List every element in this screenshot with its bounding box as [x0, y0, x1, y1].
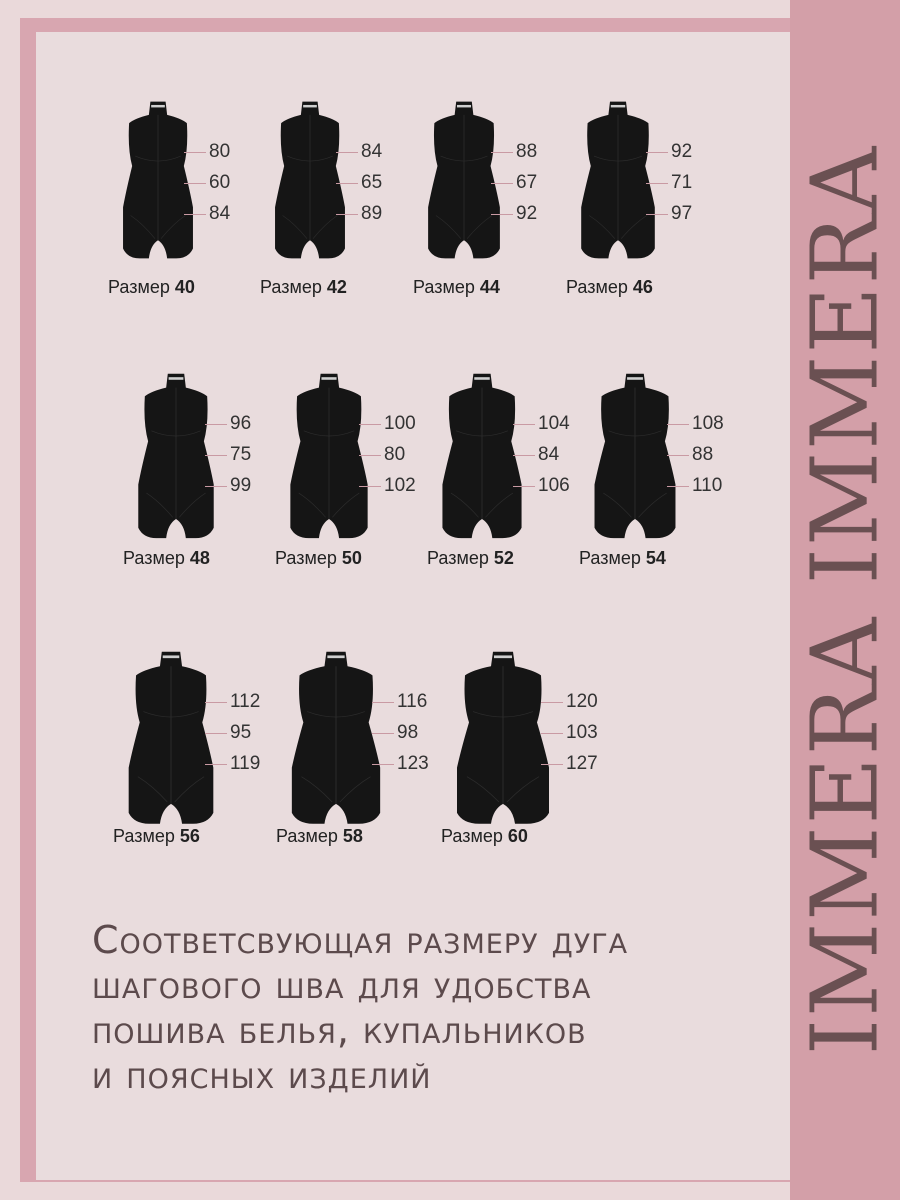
measurement-tick [205, 764, 227, 765]
size-card [441, 650, 598, 850]
measurement-tick [513, 486, 535, 487]
measurement-value: 102 [384, 475, 416, 496]
size-label [566, 277, 653, 298]
measurement-tick [646, 183, 668, 184]
measurement-value: 84 [361, 141, 383, 162]
size-number: 48 [189, 548, 210, 568]
size-card [581, 372, 731, 572]
measurement-tick [491, 214, 513, 215]
size-card [278, 650, 428, 850]
caption-line: Соответсвующая размеру дуга [92, 918, 629, 962]
measurement-tick [667, 455, 689, 456]
size-label [113, 826, 200, 847]
measurement-value: 65 [361, 172, 383, 193]
size-label-prefix: Размер [413, 277, 480, 297]
measurement-value: 127 [566, 753, 598, 774]
size-label [579, 548, 666, 569]
size-number: 54 [645, 548, 666, 568]
measurement-value: 75 [230, 444, 252, 465]
size-label [413, 277, 500, 298]
size-label [275, 548, 362, 569]
measurement-value: 116 [397, 691, 428, 712]
measurement-value: 120 [566, 691, 598, 712]
measurement-value: 95 [230, 722, 252, 743]
mannequin-image [591, 372, 679, 545]
measurement-tick [336, 214, 358, 215]
measurement-tick [372, 702, 394, 703]
measurement-tick [491, 183, 513, 184]
measurement-tick [184, 152, 206, 153]
size-label-prefix: Размер [566, 277, 633, 297]
measurement-tick [205, 455, 227, 456]
caption-line: и поясных изделий [92, 1053, 432, 1097]
measurement-tick [541, 702, 563, 703]
measurement-value: 112 [230, 691, 261, 712]
measurement-tick [646, 214, 668, 215]
measurement-value: 98 [397, 722, 419, 743]
size-number: 58 [342, 826, 363, 846]
measurement-value: 88 [516, 141, 538, 162]
measurement-value: 103 [566, 722, 598, 743]
size-label-prefix: Размер [579, 548, 646, 568]
size-card [415, 100, 565, 300]
measurement-value: 88 [692, 444, 714, 465]
size-card [262, 100, 412, 300]
size-label-prefix: Размер [260, 277, 327, 297]
brand-wordmark: IMMERA IMMERA [791, 144, 899, 1056]
size-label [260, 277, 347, 298]
size-label-prefix: Размер [123, 548, 190, 568]
size-card [277, 372, 427, 572]
measurement-value: 110 [692, 475, 723, 496]
measurement-tick [372, 764, 394, 765]
size-label-prefix: Размер [113, 826, 180, 846]
mannequin-image [135, 372, 217, 545]
measurement-tick [184, 214, 206, 215]
measurement-tick [667, 424, 689, 425]
measurement-tick [491, 152, 513, 153]
size-label-prefix: Размер [108, 277, 175, 297]
measurement-tick [205, 733, 227, 734]
size-card [110, 100, 260, 300]
measurement-tick [184, 183, 206, 184]
size-number: 44 [479, 277, 500, 297]
caption-line: шагового шва для удобства [92, 963, 592, 1007]
size-number: 46 [632, 277, 653, 297]
measurement-tick [359, 424, 381, 425]
measurement-tick [372, 733, 394, 734]
measurement-value: 89 [361, 203, 383, 224]
measurement-tick [513, 455, 535, 456]
size-label-prefix: Размер [276, 826, 343, 846]
size-number: 42 [326, 277, 347, 297]
measurement-tick [205, 424, 227, 425]
size-number: 50 [341, 548, 362, 568]
caption-text [92, 918, 732, 1098]
measurement-value: 97 [671, 203, 693, 224]
size-label [108, 277, 195, 298]
measurement-value: 99 [230, 475, 252, 496]
measurement-value: 108 [692, 413, 724, 434]
measurement-tick [359, 455, 381, 456]
mannequin-image [453, 650, 553, 831]
size-card [429, 372, 579, 572]
size-card [115, 650, 265, 850]
measurement-value: 84 [209, 203, 231, 224]
size-number: 52 [493, 548, 514, 568]
measurement-value: 106 [538, 475, 570, 496]
size-card [568, 100, 718, 300]
size-card [125, 372, 275, 572]
measurement-value: 100 [384, 413, 416, 434]
measurement-value: 92 [671, 141, 693, 162]
measurement-tick [205, 702, 227, 703]
mannequin-image [125, 650, 217, 831]
measurement-value: 80 [209, 141, 231, 162]
mannequin-image [287, 372, 371, 545]
size-label-prefix: Размер [427, 548, 494, 568]
measurement-value: 80 [384, 444, 406, 465]
measurement-value: 84 [538, 444, 560, 465]
measurement-tick [513, 424, 535, 425]
measurement-tick [541, 764, 563, 765]
measurement-tick [541, 733, 563, 734]
measurement-value: 104 [538, 413, 570, 434]
measurement-value: 60 [209, 172, 231, 193]
measurement-value: 92 [516, 203, 538, 224]
measurement-value: 123 [397, 753, 429, 774]
measurement-tick [336, 152, 358, 153]
measurement-tick [667, 486, 689, 487]
size-label-prefix: Размер [275, 548, 342, 568]
mannequin-image [288, 650, 384, 831]
caption-line: пошива белья, купальников [92, 1008, 587, 1052]
measurement-tick [646, 152, 668, 153]
measurement-value: 119 [230, 753, 261, 774]
size-label [276, 826, 363, 847]
measurement-tick [336, 183, 358, 184]
size-label [427, 548, 514, 569]
measurement-value: 71 [671, 172, 693, 193]
size-label-prefix: Размер [441, 826, 508, 846]
measurement-value: 96 [230, 413, 252, 434]
size-label [441, 826, 528, 847]
mannequin-image [439, 372, 525, 545]
measurement-tick [205, 486, 227, 487]
size-number: 40 [174, 277, 195, 297]
size-label [123, 548, 210, 569]
brand-side-band [790, 0, 900, 1200]
measurement-value: 67 [516, 172, 538, 193]
measurement-tick [359, 486, 381, 487]
size-number: 60 [507, 826, 528, 846]
size-number: 56 [179, 826, 200, 846]
